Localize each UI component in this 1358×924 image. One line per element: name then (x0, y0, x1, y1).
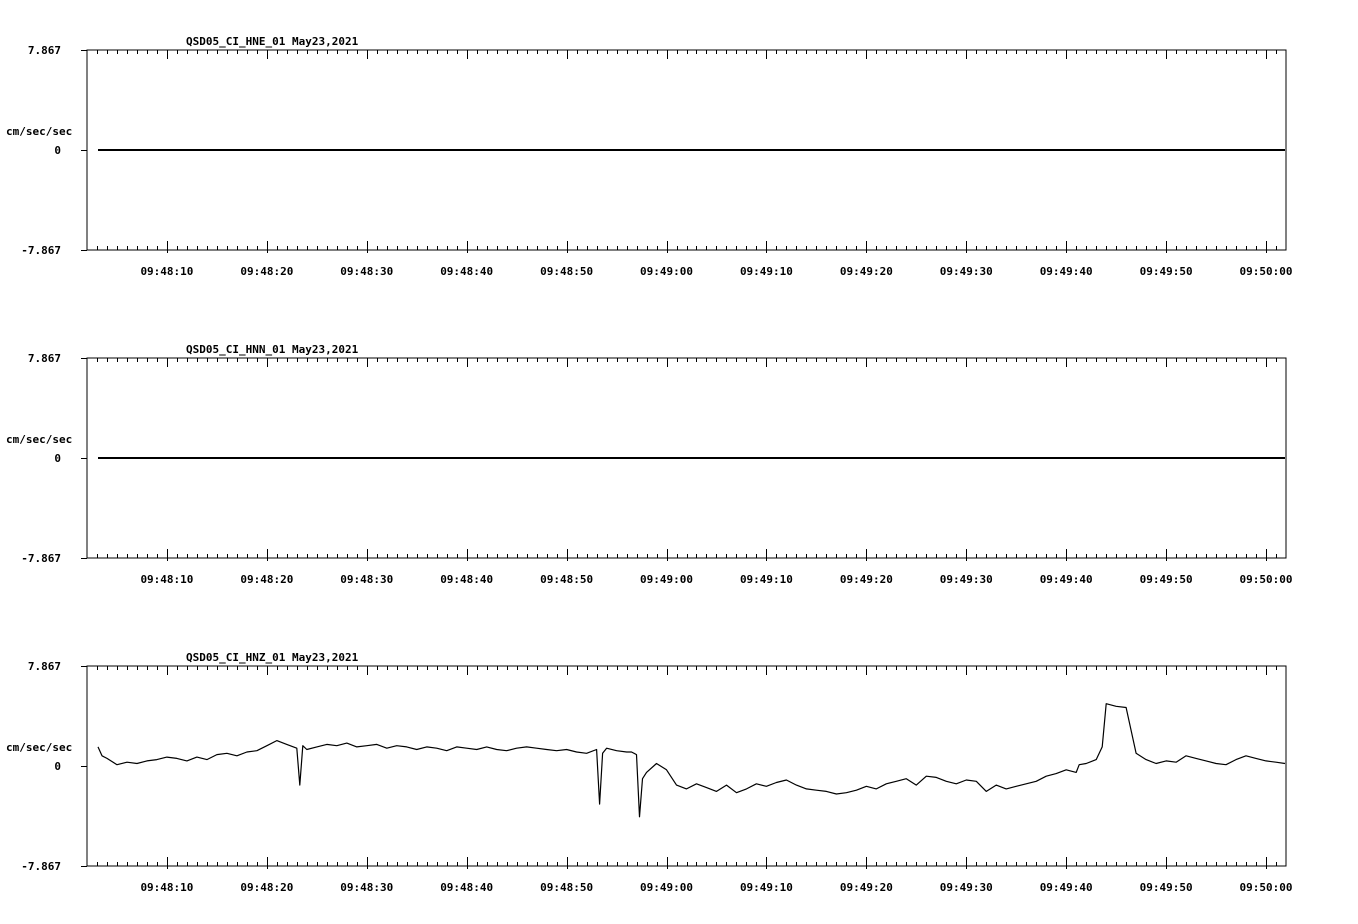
x-tick-label: 09:49:00 (640, 881, 694, 894)
x-tick-label: 09:50:00 (1239, 881, 1293, 894)
x-tick-label: 09:48:40 (440, 573, 494, 586)
x-tick-label: 09:49:40 (1039, 881, 1093, 894)
x-tick-label: 09:49:50 (1139, 573, 1193, 586)
x-tick-label: 09:48:50 (540, 881, 594, 894)
y-tick-label: 0 (54, 760, 61, 773)
x-tick-label: 09:49:30 (939, 265, 993, 278)
chart-panel-3 (6, 651, 1293, 894)
y-tick-label: 7.867 (27, 44, 61, 57)
x-tick-label: 09:48:10 (140, 573, 194, 586)
y-axis-label: cm/sec/sec (6, 125, 73, 138)
x-tick-label: 09:49:10 (739, 265, 793, 278)
x-tick-label: 09:48:30 (340, 573, 394, 586)
x-tick-label: 09:49:40 (1039, 265, 1093, 278)
x-tick-label: 09:50:00 (1239, 573, 1293, 586)
x-tick-label: 09:49:20 (839, 573, 893, 586)
x-tick-label: 09:49:00 (640, 573, 694, 586)
x-tick-label: 09:49:10 (739, 881, 793, 894)
plot-frame (87, 666, 1286, 866)
y-axis-label: cm/sec/sec (6, 741, 73, 754)
y-tick-label: 0 (54, 452, 61, 465)
y-tick-label: -7.867 (21, 244, 61, 257)
chart-title: QSD05_CI_HNE_01 May23,2021 (186, 35, 359, 48)
chart-title: QSD05_CI_HNZ_01 May23,2021 (186, 651, 359, 664)
y-axis-label: cm/sec/sec (6, 433, 73, 446)
x-tick-label: 09:49:50 (1139, 881, 1193, 894)
x-tick-label: 09:49:00 (640, 265, 694, 278)
x-tick-label: 09:48:10 (140, 265, 194, 278)
x-tick-label: 09:49:20 (839, 265, 893, 278)
y-tick-label: -7.867 (21, 552, 61, 565)
x-tick-label: 09:48:50 (540, 265, 594, 278)
chart-panel-1 (6, 35, 1293, 278)
x-tick-label: 09:49:20 (839, 881, 893, 894)
y-tick-label: -7.867 (21, 860, 61, 873)
x-tick-label: 09:48:20 (240, 573, 294, 586)
x-tick-label: 09:48:10 (140, 881, 194, 894)
trace-line (98, 704, 1285, 817)
x-tick-label: 09:49:30 (939, 881, 993, 894)
x-tick-label: 09:48:40 (440, 881, 494, 894)
x-tick-label: 09:48:30 (340, 881, 394, 894)
x-tick-label: 09:50:00 (1239, 265, 1293, 278)
x-tick-label: 09:48:20 (240, 881, 294, 894)
x-tick-label: 09:49:40 (1039, 573, 1093, 586)
x-tick-label: 09:48:20 (240, 265, 294, 278)
x-tick-label: 09:48:30 (340, 265, 394, 278)
x-tick-label: 09:48:40 (440, 265, 494, 278)
x-tick-label: 09:49:10 (739, 573, 793, 586)
y-tick-label: 7.867 (27, 352, 61, 365)
chart-title: QSD05_CI_HNN_01 May23,2021 (186, 343, 359, 356)
x-tick-label: 09:49:50 (1139, 265, 1193, 278)
y-tick-label: 7.867 (27, 660, 61, 673)
chart-panel-2 (6, 343, 1293, 586)
x-tick-label: 09:49:30 (939, 573, 993, 586)
y-tick-label: 0 (54, 144, 61, 157)
x-tick-label: 09:48:50 (540, 573, 594, 586)
